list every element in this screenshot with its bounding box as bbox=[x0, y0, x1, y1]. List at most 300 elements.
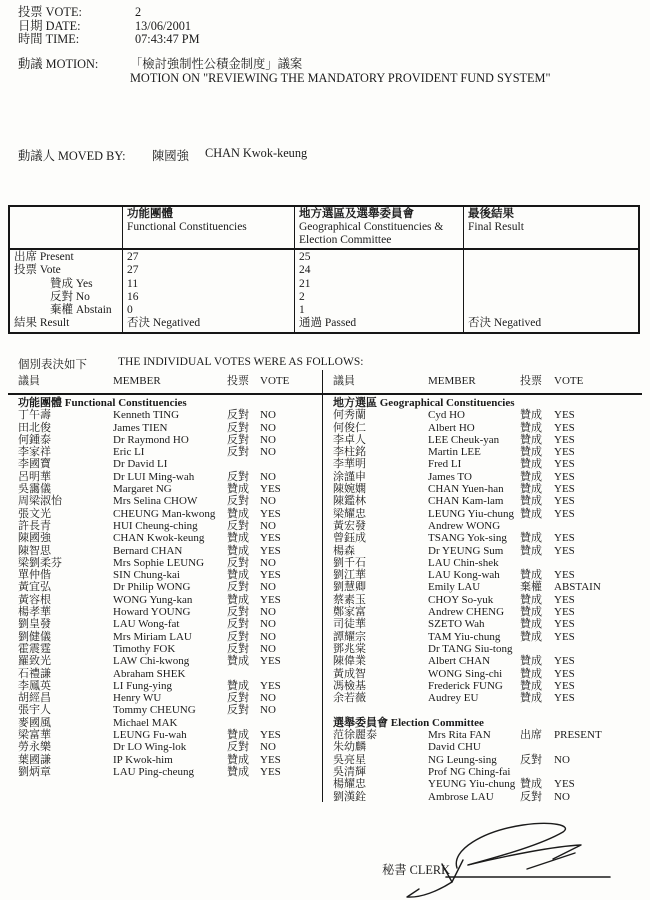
member-vote-zh: 反對 bbox=[227, 618, 249, 631]
member-name-zh: 李家祥 bbox=[18, 446, 51, 459]
member-vote-zh: 反對 bbox=[227, 606, 249, 619]
member-row bbox=[18, 643, 322, 655]
member-row bbox=[18, 618, 322, 630]
member-vote-en: NO bbox=[260, 433, 276, 446]
member-vote-zh: 贊成 bbox=[520, 421, 542, 434]
member-vote-en: YES bbox=[554, 433, 575, 446]
member-row bbox=[333, 668, 645, 680]
member-row bbox=[18, 532, 322, 544]
member-row bbox=[333, 692, 645, 704]
member-row bbox=[333, 446, 645, 458]
member-vote-en: NO bbox=[260, 470, 276, 483]
member-name-zh: 劉炳章 bbox=[18, 765, 51, 778]
time-row bbox=[18, 33, 200, 47]
vote-zh-header: 投票 bbox=[227, 375, 249, 387]
member-en-header: MEMBER bbox=[428, 375, 476, 387]
summary-header-functional: 功能團體 Functional Constituencies bbox=[122, 207, 294, 248]
summary-row: 結果 Result 否決 Negatived 通過 Passed 否決 Negatived bbox=[10, 317, 638, 332]
member-name-zh: 鄧兆棠 bbox=[333, 642, 366, 655]
member-vote-zh: 贊成 bbox=[520, 593, 542, 606]
member-row bbox=[333, 422, 645, 434]
member-vote-en bbox=[554, 520, 645, 532]
moved-by-label: 動議人 MOVED BY: bbox=[18, 149, 126, 163]
member-name-en: Henry WU bbox=[113, 692, 162, 705]
member-row bbox=[18, 569, 322, 581]
member-name-zh: 周梁淑怡 bbox=[18, 495, 62, 508]
member-name-en: CHEUNG Man-kwong bbox=[113, 507, 216, 520]
date-value: 13/06/2001 bbox=[135, 18, 192, 33]
member-vote-zh: 贊成 bbox=[520, 630, 542, 643]
member-row bbox=[333, 741, 645, 753]
member-vote-en bbox=[260, 458, 322, 470]
member-name-zh: 馮檢基 bbox=[333, 679, 366, 692]
member-name-en: Dr TANG Siu-tong bbox=[428, 642, 513, 655]
member-name-zh: 黃成智 bbox=[333, 667, 366, 680]
member-vote-en: YES bbox=[554, 667, 575, 680]
member-vote-zh: 贊成 bbox=[227, 507, 249, 520]
member-name-en: James TIEN bbox=[113, 421, 168, 434]
member-row bbox=[333, 680, 645, 692]
member-vote-en: YES bbox=[554, 630, 575, 643]
member-vote-zh bbox=[520, 643, 554, 655]
member-row bbox=[18, 495, 322, 507]
member-row bbox=[18, 557, 322, 569]
member-vote-en bbox=[554, 557, 645, 569]
vote-number-label: 投票 VOTE: bbox=[18, 5, 82, 19]
member-name-zh: 葉國謙 bbox=[18, 753, 51, 766]
member-vote-zh: 反對 bbox=[227, 421, 249, 434]
member-row bbox=[18, 668, 322, 680]
member-row bbox=[18, 434, 322, 446]
member-row bbox=[333, 545, 645, 557]
right-column-headers bbox=[333, 375, 643, 388]
member-vote-zh: 贊成 bbox=[520, 409, 542, 422]
election-committee-rows bbox=[333, 729, 645, 803]
member-name-zh: 李國寶 bbox=[18, 458, 51, 471]
member-vote-en bbox=[554, 741, 645, 753]
member-name-zh: 黃宏發 bbox=[333, 519, 366, 532]
member-name-zh: 劉千石 bbox=[333, 556, 366, 569]
member-row bbox=[333, 495, 645, 507]
member-vote-en: NO bbox=[260, 606, 276, 619]
member-vote-zh: 反對 bbox=[227, 470, 249, 483]
member-name-zh: 涂謹申 bbox=[333, 470, 366, 483]
member-row bbox=[18, 717, 322, 729]
geographical-section-header: 地方選區 Geographical Constituencies bbox=[333, 397, 515, 409]
time-value: 07:43:47 PM bbox=[135, 32, 200, 47]
member-name-zh: 陳婉嫻 bbox=[333, 483, 366, 496]
member-vote-en: NO bbox=[260, 556, 276, 569]
member-name-en: TSANG Yok-sing bbox=[428, 532, 507, 545]
member-row bbox=[333, 520, 645, 532]
member-row bbox=[333, 631, 645, 643]
member-name-zh: 陳偉業 bbox=[333, 655, 366, 668]
member-row bbox=[333, 606, 645, 618]
member-vote-en: PRESENT bbox=[554, 729, 602, 742]
member-vote-zh: 贊成 bbox=[227, 569, 249, 582]
member-vote-en: YES bbox=[260, 655, 281, 668]
member-name-en: Timothy FOK bbox=[113, 642, 176, 655]
member-vote-zh: 反對 bbox=[227, 741, 249, 754]
member-name-en: HUI Cheung-ching bbox=[113, 519, 198, 532]
member-name-en: David CHU bbox=[428, 741, 481, 754]
intro-en: THE INDIVIDUAL VOTES WERE AS FOLLOWS: bbox=[118, 356, 364, 368]
member-row bbox=[333, 594, 645, 606]
member-vote-en bbox=[260, 668, 322, 680]
member-row bbox=[18, 409, 322, 421]
member-row bbox=[18, 446, 322, 458]
member-name-zh: 李卓人 bbox=[333, 433, 366, 446]
member-en-header: MEMBER bbox=[113, 375, 161, 387]
motion-title-en: MOTION ON "REVIEWING THE MANDATORY PROVIDENT FUND SYSTEM" bbox=[130, 70, 551, 85]
member-name-en: CHAN Yuen-han bbox=[428, 483, 504, 496]
member-name-zh: 鄭家富 bbox=[333, 606, 366, 619]
geographical-rows bbox=[333, 409, 645, 704]
member-vote-en: NO bbox=[554, 753, 570, 766]
member-name-en: Dr Raymond HO bbox=[113, 433, 189, 446]
member-zh-header: 議員 bbox=[333, 375, 355, 387]
member-row bbox=[333, 791, 645, 803]
member-name-en: CHOY So-yuk bbox=[428, 593, 494, 606]
member-vote-zh: 贊成 bbox=[227, 483, 249, 496]
member-vote-zh: 贊成 bbox=[520, 470, 542, 483]
member-vote-en: YES bbox=[554, 544, 575, 557]
member-vote-zh: 反對 bbox=[227, 495, 249, 508]
member-vote-en: YES bbox=[554, 593, 575, 606]
member-vote-zh: 贊成 bbox=[520, 483, 542, 496]
member-vote-zh: 反對 bbox=[227, 519, 249, 532]
member-vote-zh bbox=[227, 458, 260, 470]
member-vote-zh: 贊成 bbox=[520, 679, 542, 692]
member-name-en: LI Fung-ying bbox=[113, 679, 172, 692]
member-name-zh: 陳國強 bbox=[18, 532, 51, 545]
vote-zh-header: 投票 bbox=[520, 375, 542, 387]
member-row bbox=[333, 581, 645, 593]
clerk-label: 秘書 CLERK bbox=[382, 863, 450, 877]
member-row bbox=[333, 655, 645, 667]
vote-number-row bbox=[18, 6, 200, 20]
member-row bbox=[333, 729, 645, 741]
member-zh-header: 議員 bbox=[18, 375, 40, 387]
summary-row: 出席 Present 27 25 bbox=[10, 250, 638, 264]
member-vote-en: NO bbox=[260, 618, 276, 631]
member-name-zh: 梁富華 bbox=[18, 729, 51, 742]
member-vote-zh: 反對 bbox=[227, 446, 249, 459]
member-name-en: LAU Chin-shek bbox=[428, 556, 499, 569]
member-name-zh: 許長青 bbox=[18, 519, 51, 532]
member-name-zh: 楊耀忠 bbox=[333, 778, 366, 791]
member-name-zh: 劉慧卿 bbox=[333, 581, 366, 594]
member-vote-en: YES bbox=[260, 569, 281, 582]
member-name-zh: 單仲偕 bbox=[18, 569, 51, 582]
member-vote-zh: 贊成 bbox=[520, 569, 542, 582]
member-name-zh: 范徐麗泰 bbox=[333, 729, 377, 742]
member-row bbox=[333, 458, 645, 470]
election-committee-section-header: 選舉委員會 Election Committee bbox=[333, 716, 484, 729]
member-vote-en bbox=[554, 643, 645, 655]
member-vote-zh bbox=[520, 557, 554, 569]
member-vote-zh: 反對 bbox=[227, 704, 249, 717]
member-row bbox=[333, 557, 645, 569]
member-row bbox=[18, 508, 322, 520]
member-row bbox=[18, 754, 322, 766]
member-name-en: Mrs Selina CHOW bbox=[113, 495, 198, 508]
member-name-en: LAW Chi-kwong bbox=[113, 655, 190, 668]
member-name-en: LAU Wong-fat bbox=[113, 618, 180, 631]
member-vote-zh: 贊成 bbox=[520, 495, 542, 508]
member-name-en: WONG Yung-kan bbox=[113, 593, 193, 606]
member-vote-en: NO bbox=[260, 421, 276, 434]
vote-number-value: 2 bbox=[135, 5, 142, 19]
mover-name-en: CHAN Kwok-keung bbox=[205, 146, 308, 160]
summary-row: 棄權 Abstain 0 1 bbox=[10, 304, 638, 317]
member-vote-zh: 反對 bbox=[227, 630, 249, 643]
member-name-zh: 李鳳英 bbox=[18, 679, 51, 692]
member-name-zh: 譚耀宗 bbox=[333, 630, 366, 643]
member-vote-zh: 出席 bbox=[520, 729, 542, 742]
member-name-zh: 李華明 bbox=[333, 458, 366, 471]
member-name-zh: 楊森 bbox=[333, 544, 355, 557]
moved-by-row bbox=[18, 146, 307, 164]
member-vote-zh: 反對 bbox=[227, 433, 249, 446]
member-row bbox=[18, 458, 322, 470]
member-name-zh: 陳鑑林 bbox=[333, 495, 366, 508]
member-row bbox=[333, 409, 645, 421]
member-vote-en: YES bbox=[260, 483, 281, 496]
member-name-en: WONG Sing-chi bbox=[428, 667, 503, 680]
member-vote-zh: 反對 bbox=[227, 642, 249, 655]
member-row bbox=[18, 545, 322, 557]
member-name-en: Dr LO Wing-lok bbox=[113, 741, 187, 754]
member-name-en: Frederick FUNG bbox=[428, 679, 503, 692]
mover-name-zh: 陳國強 bbox=[152, 149, 189, 163]
member-name-en: TAM Yiu-chung bbox=[428, 630, 501, 643]
member-vote-zh: 贊成 bbox=[520, 692, 542, 705]
member-vote-zh: 反對 bbox=[227, 581, 249, 594]
member-name-en: Martin LEE bbox=[428, 446, 481, 459]
member-name-en: Dr YEUNG Sum bbox=[428, 544, 504, 557]
member-name-zh: 蔡素玉 bbox=[333, 593, 366, 606]
member-name-en: Bernard CHAN bbox=[113, 544, 183, 557]
motion-row bbox=[18, 58, 551, 85]
member-row bbox=[333, 532, 645, 544]
member-name-zh: 呂明華 bbox=[18, 470, 51, 483]
member-name-en: Eric LI bbox=[113, 446, 145, 459]
member-name-en: Mrs Rita FAN bbox=[428, 729, 491, 742]
member-name-zh: 張宇人 bbox=[18, 704, 51, 717]
left-column-headers bbox=[18, 375, 322, 388]
header-fields bbox=[18, 6, 200, 47]
member-row bbox=[18, 655, 322, 667]
member-vote-en: YES bbox=[554, 532, 575, 545]
summary-row: 投票 Vote 27 24 bbox=[10, 264, 638, 277]
column-divider bbox=[322, 370, 323, 802]
member-name-en: SIN Chung-kai bbox=[113, 569, 180, 582]
member-name-en: Dr LUI Ming-wah bbox=[113, 470, 195, 483]
member-vote-zh: 反對 bbox=[227, 556, 249, 569]
member-vote-zh: 贊成 bbox=[520, 544, 542, 557]
functional-section-header: 功能團體 Functional Constituencies bbox=[18, 397, 187, 409]
summary-row: 反對 No 16 2 bbox=[10, 291, 638, 304]
member-vote-en: NO bbox=[260, 519, 276, 532]
member-row bbox=[333, 434, 645, 446]
member-name-en: Prof NG Ching-fai bbox=[428, 765, 511, 778]
member-vote-en: YES bbox=[260, 679, 281, 692]
vote-en-header: VOTE bbox=[554, 375, 584, 387]
member-name-zh: 霍震霆 bbox=[18, 642, 51, 655]
member-name-zh: 劉皇發 bbox=[18, 618, 51, 631]
vote-en-header: VOTE bbox=[260, 375, 290, 387]
member-vote-zh: 反對 bbox=[227, 409, 249, 422]
member-vote-en: YES bbox=[554, 569, 575, 582]
member-vote-zh: 贊成 bbox=[227, 532, 249, 545]
member-row bbox=[18, 471, 322, 483]
member-name-zh: 何鍾泰 bbox=[18, 433, 51, 446]
summary-table-header bbox=[10, 207, 638, 250]
member-name-en: Margaret NG bbox=[113, 483, 172, 496]
member-vote-en: YES bbox=[260, 765, 281, 778]
member-vote-en: NO bbox=[260, 495, 276, 508]
geographical-list bbox=[333, 397, 645, 803]
member-vote-en: NO bbox=[260, 581, 276, 594]
member-name-zh: 吳清輝 bbox=[333, 765, 366, 778]
member-row bbox=[333, 483, 645, 495]
summary-header-blank bbox=[10, 207, 122, 248]
member-vote-en: YES bbox=[554, 606, 575, 619]
member-row bbox=[333, 778, 645, 790]
member-name-zh: 胡經昌 bbox=[18, 692, 51, 705]
member-name-en: Cyd HO bbox=[428, 409, 465, 422]
member-name-zh: 朱幼麟 bbox=[333, 741, 366, 754]
member-name-en: Andrew CHENG bbox=[428, 606, 505, 619]
member-row bbox=[333, 643, 645, 655]
member-name-zh: 余若薇 bbox=[333, 692, 366, 705]
member-vote-zh bbox=[520, 520, 554, 532]
member-vote-zh: 贊成 bbox=[227, 753, 249, 766]
member-name-en: YEUNG Yiu-chung bbox=[428, 778, 516, 791]
member-name-en: NG Leung-sing bbox=[428, 753, 497, 766]
motion-title bbox=[130, 58, 551, 85]
member-name-zh: 何秀蘭 bbox=[333, 409, 366, 422]
member-vote-en: NO bbox=[260, 446, 276, 459]
member-row bbox=[18, 704, 322, 716]
member-vote-en: NO bbox=[260, 409, 276, 422]
member-vote-zh: 贊成 bbox=[227, 655, 249, 668]
member-vote-en: ABSTAIN bbox=[554, 581, 601, 594]
member-name-en: Abraham SHEK bbox=[113, 667, 186, 680]
member-vote-en: YES bbox=[260, 507, 281, 520]
member-vote-en: YES bbox=[260, 753, 281, 766]
member-name-en: Emily LAU bbox=[428, 581, 481, 594]
member-name-zh: 劉江華 bbox=[333, 569, 366, 582]
member-name-zh: 田北俊 bbox=[18, 421, 51, 434]
member-row bbox=[18, 766, 322, 778]
motion-label: 動議 MOTION: bbox=[18, 57, 99, 71]
member-name-zh: 丁午壽 bbox=[18, 409, 51, 422]
member-vote-en: NO bbox=[260, 704, 276, 717]
member-row bbox=[18, 741, 322, 753]
member-name-en: CHAN Kam-lam bbox=[428, 495, 504, 508]
member-vote-en: NO bbox=[260, 741, 276, 754]
member-vote-en bbox=[260, 717, 322, 729]
member-vote-en: YES bbox=[260, 544, 281, 557]
functional-rows bbox=[18, 409, 322, 778]
member-row bbox=[18, 631, 322, 643]
member-name-zh: 黃宜弘 bbox=[18, 581, 51, 594]
member-name-en: Andrew WONG bbox=[428, 519, 501, 532]
member-name-zh: 張文光 bbox=[18, 507, 51, 520]
member-name-zh: 吳亮星 bbox=[333, 753, 366, 766]
summary-row: 贊成 Yes 11 21 bbox=[10, 278, 638, 291]
member-name-en: Ambrose LAU bbox=[428, 790, 494, 803]
member-name-zh: 劉漢銓 bbox=[333, 790, 366, 803]
member-vote-zh bbox=[227, 717, 260, 729]
member-row bbox=[18, 520, 322, 532]
member-vote-en: YES bbox=[260, 593, 281, 606]
member-name-zh: 黃容根 bbox=[18, 593, 51, 606]
member-vote-en: YES bbox=[554, 470, 575, 483]
member-vote-zh: 贊成 bbox=[520, 532, 542, 545]
member-vote-en: NO bbox=[260, 642, 276, 655]
member-vote-zh: 贊成 bbox=[227, 765, 249, 778]
member-row bbox=[18, 594, 322, 606]
member-vote-en: NO bbox=[554, 790, 570, 803]
member-name-zh: 楊孝華 bbox=[18, 606, 51, 619]
member-vote-en: YES bbox=[260, 729, 281, 742]
member-name-en: SZETO Wah bbox=[428, 618, 485, 631]
member-vote-en bbox=[554, 766, 645, 778]
header-rule bbox=[8, 393, 642, 395]
member-vote-en: NO bbox=[260, 630, 276, 643]
member-vote-zh: 贊成 bbox=[227, 679, 249, 692]
member-vote-en: YES bbox=[554, 409, 575, 422]
member-name-zh: 吳靄儀 bbox=[18, 483, 51, 496]
member-name-zh: 何俊仁 bbox=[333, 421, 366, 434]
member-name-en: Albert HO bbox=[428, 421, 475, 434]
member-name-en: IP Kwok-him bbox=[113, 753, 173, 766]
member-vote-en: YES bbox=[260, 532, 281, 545]
member-name-en: Howard YOUNG bbox=[113, 606, 191, 619]
member-row bbox=[18, 729, 322, 741]
time-label: 時間 TIME: bbox=[18, 32, 80, 47]
member-name-en: LEUNG Yiu-chung bbox=[428, 507, 515, 520]
member-vote-zh: 反對 bbox=[227, 692, 249, 705]
member-row bbox=[18, 692, 322, 704]
member-name-en: LEE Cheuk-yan bbox=[428, 433, 500, 446]
member-vote-en: YES bbox=[554, 778, 575, 791]
member-vote-zh: 贊成 bbox=[520, 606, 542, 619]
intro-zh: 個別表決如下 bbox=[18, 359, 87, 371]
signature-icon bbox=[325, 818, 640, 900]
individual-votes-intro bbox=[18, 356, 363, 372]
member-row bbox=[18, 581, 322, 593]
date-label: 日期 DATE: bbox=[18, 18, 81, 33]
member-name-en: Fred LI bbox=[428, 458, 462, 471]
member-name-zh: 梁劉柔芬 bbox=[18, 556, 62, 569]
member-vote-zh bbox=[520, 766, 554, 778]
member-name-en: Michael MAK bbox=[113, 716, 178, 729]
member-vote-zh: 贊成 bbox=[227, 593, 249, 606]
member-name-en: Dr Philip WONG bbox=[113, 581, 191, 594]
member-vote-en: YES bbox=[554, 495, 575, 508]
member-vote-en: NO bbox=[260, 692, 276, 705]
member-name-zh: 陳智思 bbox=[18, 544, 51, 557]
member-row bbox=[333, 754, 645, 766]
motion-title-zh: 「檢討強制性公積金制度」議案 bbox=[130, 57, 303, 71]
member-row bbox=[333, 508, 645, 520]
summary-table-body bbox=[10, 250, 638, 332]
member-row bbox=[333, 766, 645, 778]
